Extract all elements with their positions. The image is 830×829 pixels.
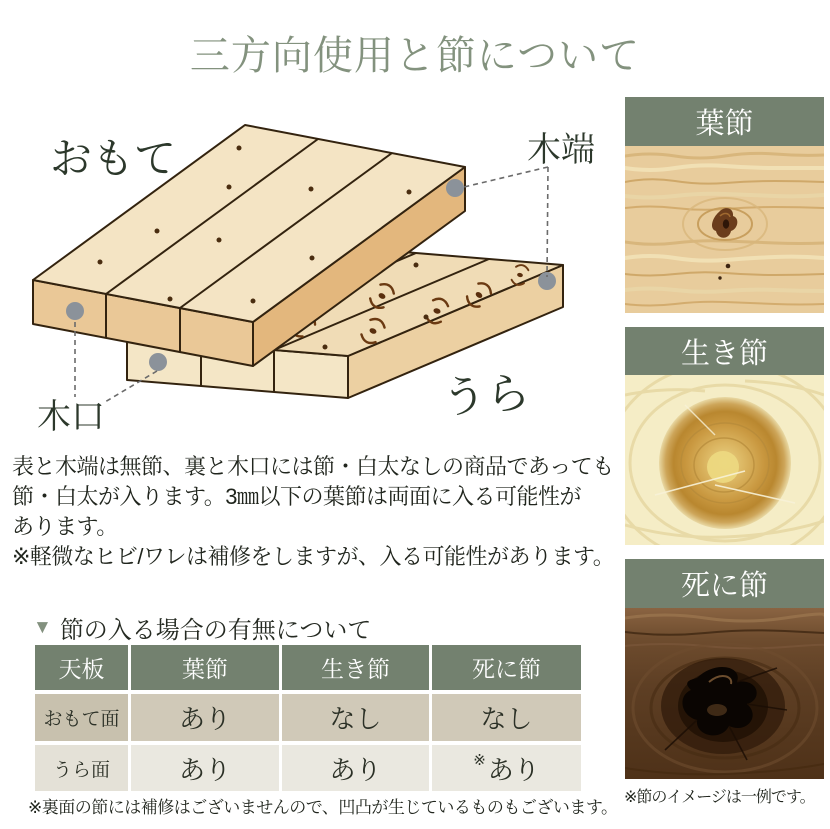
table-cell xyxy=(432,745,581,791)
table-section-title: 節の入る場合の有無について xyxy=(59,617,372,644)
example-label-text: 生き節 xyxy=(680,337,768,370)
board-diagram xyxy=(5,95,620,445)
table-cell: あり xyxy=(131,745,279,791)
table-header-cell: 葉節 xyxy=(131,645,279,690)
example-label-live-knot xyxy=(625,327,824,375)
table-cell: あり xyxy=(131,694,279,741)
table-cell: なし xyxy=(432,694,581,741)
example-photo-dead-knot xyxy=(625,608,824,779)
triangle-marker-icon: ▼ xyxy=(33,616,52,638)
table-header-cell: 死に節 xyxy=(432,645,581,690)
edge-marker-back xyxy=(538,272,556,290)
leaf-knot-texture xyxy=(625,146,824,313)
example-label-text: 死に節 xyxy=(680,570,768,602)
description-line: 節・白太が入ります。3㎜以下の葉節は両面に入る可能性が xyxy=(12,484,581,509)
dead-knot-texture xyxy=(625,608,824,779)
end-grain-marker-front xyxy=(66,302,84,320)
example-label-leaf-knot xyxy=(625,97,824,146)
knot-presence-table xyxy=(35,645,581,791)
table-footnote: ※裏面の節には補修はございませんので、凹凸が生じているものもございます。 xyxy=(28,798,618,817)
table-row-label: うら面 xyxy=(35,745,128,791)
label-end-grain: 木口 xyxy=(37,398,105,436)
table-header-cell: 生き節 xyxy=(282,645,429,690)
description-line: 表と木端は無節、裏と木口には節・白太なしの商品であっても xyxy=(12,454,614,479)
example-label-dead-knot xyxy=(625,559,824,608)
description-line: ※軽微なヒビ/ワレは補修をしますが、入る可能性があります。 xyxy=(12,544,615,569)
table-cell-text: あり xyxy=(487,754,540,785)
edge-marker-front xyxy=(446,179,464,197)
table-cell: あり xyxy=(282,745,429,791)
live-knot-texture xyxy=(625,375,824,545)
table-cell: なし xyxy=(282,694,429,741)
example-photo-live-knot xyxy=(625,375,824,545)
table-row-label: おもて面 xyxy=(35,694,128,741)
example-label-text: 葉節 xyxy=(695,108,754,140)
label-edge: 木端 xyxy=(527,131,595,169)
description-text xyxy=(12,452,624,572)
table-header-cell: 天板 xyxy=(35,645,128,690)
example-photo-leaf-knot xyxy=(625,146,824,313)
examples-caption: ※節のイメージは一例です。 xyxy=(624,789,815,806)
note-marker: ※ xyxy=(473,752,486,769)
label-back: うら xyxy=(440,368,532,424)
description-line: あります。 xyxy=(12,514,118,539)
end-grain-marker-back xyxy=(149,353,167,371)
label-front: おもて xyxy=(50,135,177,182)
table-section-heading xyxy=(33,610,371,645)
page-title: 三方向使用と節について xyxy=(189,34,641,78)
